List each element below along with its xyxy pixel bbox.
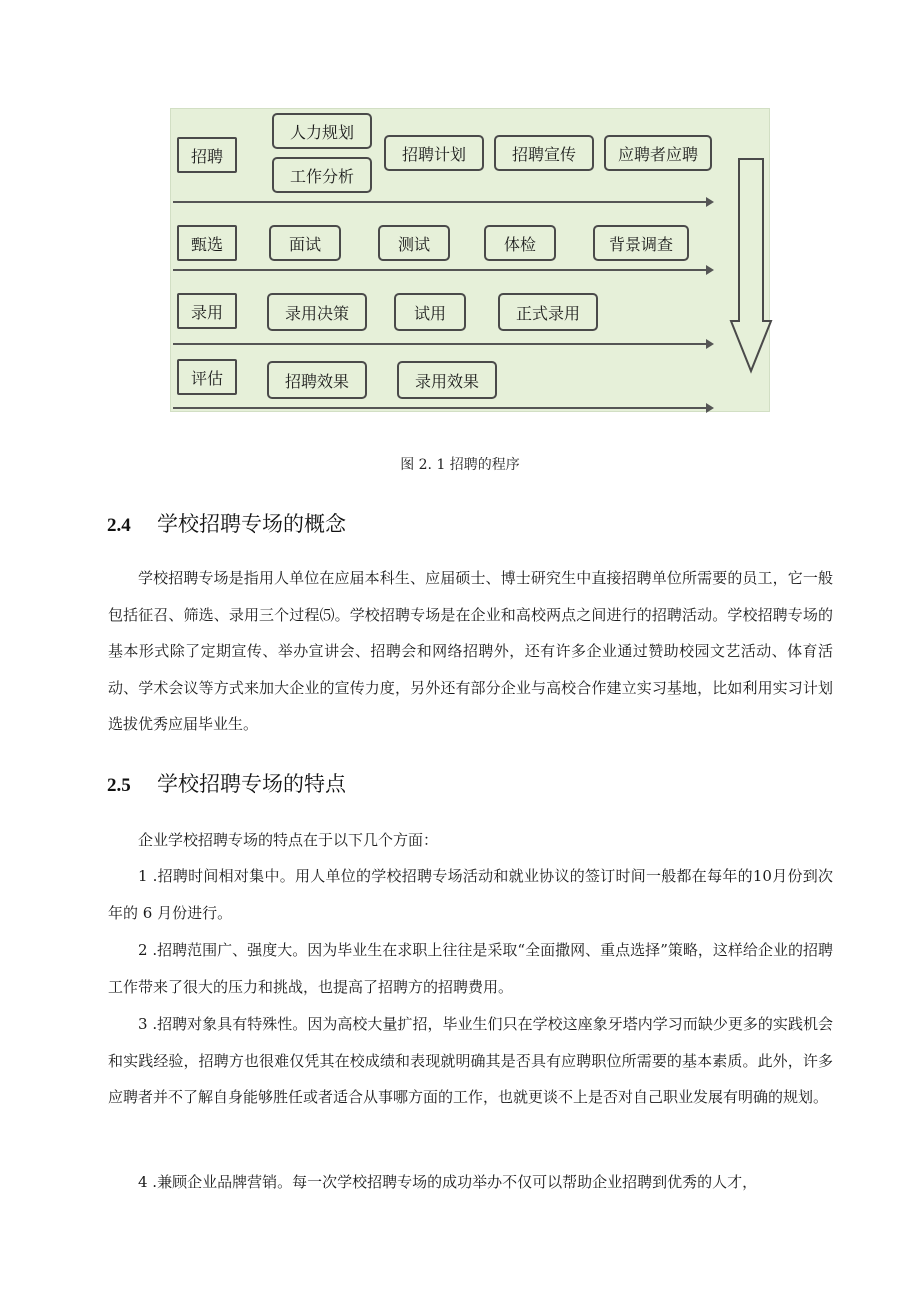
box-probation: 试用 <box>394 293 466 331</box>
box-applicant-apply: 应聘者应聘 <box>604 135 712 171</box>
section-2-5-heading <box>107 768 346 798</box>
box-physical-exam: 体检 <box>484 225 556 261</box>
arrow-row-recruit <box>173 201 707 203</box>
section-2-4-paragraph: 学校招聘专场是指用人单位在应届本科生、应届硕士、博士研究生中直接招聘单位所需要的员工，它一般包括征召、筛选、录用三个过程⑸。学校招聘专场是在企业和高校两点之间进行的招聘活动。学校招聘专场的基本形式除了定期宣传、举办宣讲会、招聘会和网络招聘外，还有许多企业通过赞助校园文艺活动、体育活动、学术会议等方式来加大企业的宣传力度，另外还有部分企业与高校合作建立实习基地，比如利用实习计划选拔优秀应届毕业生。 <box>108 569 833 733</box>
stage-label-evaluate: 评估 <box>177 359 237 395</box>
box-hire-decision: 录用决策 <box>267 293 367 331</box>
stage-label-recruit: 招聘 <box>177 137 237 173</box>
box-recruit-effect: 招聘效果 <box>267 361 367 399</box>
box-background-check: 背景调查 <box>593 225 689 261</box>
figure-caption: 图 2. 1 招聘的程序 <box>400 457 520 473</box>
box-test: 测试 <box>378 225 450 261</box>
list-item-1: 1 .招聘时间相对集中。用人单位的学校招聘专场活动和就业协议的签订时间一般都在每年的10月份到次年的 6 月份进行。 <box>108 867 833 922</box>
section-title: 学校招聘专场的概念 <box>157 512 346 536</box>
arrow-row-select <box>173 269 707 271</box>
section-2-5-intro: 企业学校招聘专场的特点在于以下几个方面： <box>138 831 439 849</box>
box-hr-planning: 人力规划 <box>272 113 372 149</box>
box-formal-hire: 正式录用 <box>498 293 598 331</box>
section-title: 学校招聘专场的特点 <box>157 772 346 796</box>
list-item-2: 2 .招聘范围广、强度大。因为毕业生在求职上往往是采取“全面撒网、重点选择”策略，这样给企业的招聘工作带来了很大的压力和挑战，也提高了招聘方的招聘费用。 <box>108 941 833 996</box>
down-arrow-icon <box>729 157 773 375</box>
section-2-4-heading <box>107 508 346 538</box>
box-hire-effect: 录用效果 <box>397 361 497 399</box>
recruitment-process-figure <box>170 108 770 412</box>
section-number: 2.4 <box>107 515 131 536</box>
box-job-analysis: 工作分析 <box>272 157 372 193</box>
section-number: 2.5 <box>107 775 131 796</box>
list-item-3: 3 .招聘对象具有特殊性。因为高校大量扩招，毕业生们只在学校这座象牙塔内学习而缺少更多的实践机会和实践经验，招聘方也很难仅凭其在校成绩和表现就明确其是否具有应聘职位所需要的基本素质。此外，许多应聘者并不了解自身能够胜任或者适合从事哪方面的工作，也就更谈不上是否对自己职业发展有明确的规划。 <box>108 1015 833 1106</box>
list-item-4: 4 .兼顾企业品牌营销。每一次学校招聘专场的成功举办不仅可以帮助企业招聘到优秀的人才， <box>138 1173 758 1191</box>
box-recruit-plan: 招聘计划 <box>384 135 484 171</box>
stage-label-hire: 录用 <box>177 293 237 329</box>
arrow-row-evaluate <box>173 407 707 409</box>
stage-label-select: 甄选 <box>177 225 237 261</box>
box-recruit-promotion: 招聘宣传 <box>494 135 594 171</box>
box-interview: 面试 <box>269 225 341 261</box>
arrow-row-hire <box>173 343 707 345</box>
